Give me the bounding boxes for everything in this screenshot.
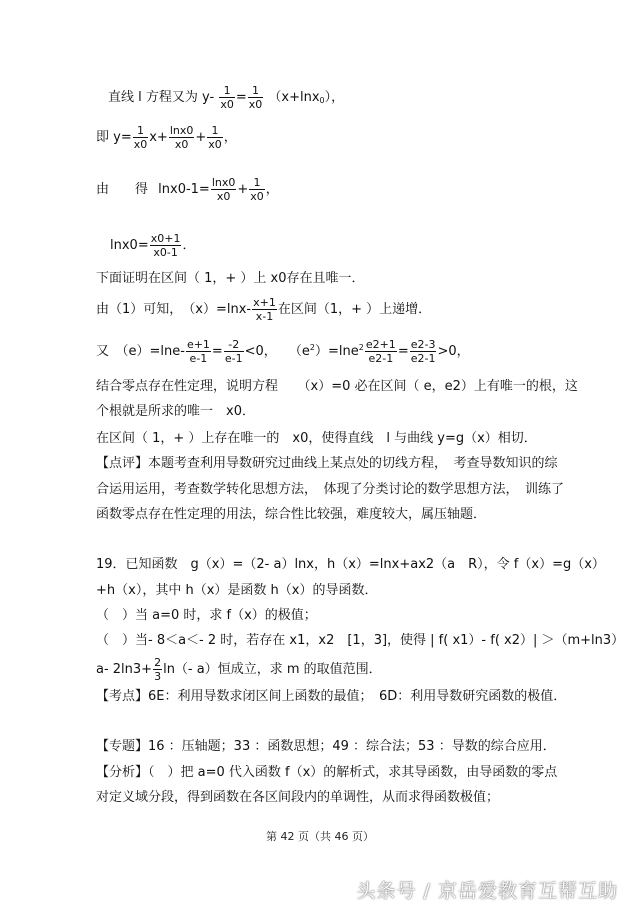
comment-line: 【点评】本题考查利用导数研究过曲线上某点处的切线方程， 考查导数知识的综	[96, 456, 558, 471]
text-line: 下面证明在区间（ 1，+ ）上 x0存在且唯一．	[96, 271, 365, 286]
fraction: $\frac{x+1}{x-1}$	[253, 296, 276, 323]
zhuanti-line: 【专题】16 ：压轴题；33 ：函数思想；49 ：综合法；53 ：导数的综合应用．	[96, 739, 556, 754]
text-line: （ ）当 a=0 时，求 f（x）的极值；	[96, 608, 317, 623]
fraction: $\frac{1}{x0}$	[248, 84, 263, 111]
fraction: $\frac{-2}{e-1}$	[224, 338, 243, 365]
fraction: $\frac{\ln x0}{x0}$	[169, 124, 194, 151]
text-line: （ ）当- 8＜a＜- 2 时，若存在 x1，x2 [1，3]，使得 | f( x1）- f( x2）| ＞（m+ln3）	[96, 633, 625, 648]
comment-line: 函数零点存在性定理的用法，综合性比较强，难度较大，属压轴题．	[96, 507, 487, 522]
fraction: $\frac{1}{x0}$	[133, 124, 148, 151]
watermark: 头条号 / 京岳爱教育互帮互助	[356, 880, 618, 902]
equation-line-from: 由 得 lnx0-1= $\frac{\ln x0}{x0}$ + $\frac{1}{x0}$ ，	[96, 176, 279, 203]
equation-line-values: 又 （e）=lne- $\frac{e+1}{e-1}$ = $\frac{-2}{e-1}$ <0， $(e^2)=\ln e^2$ $\frac{e2+1}{e2-1}$ = $\frac{e2-3}{e2-1}$ >0，	[96, 338, 470, 365]
comment-line: 合运用运用，考查数学转化思想方法， 体现了分类讨论的数学思想方法， 训练了	[96, 482, 565, 497]
text-line: 结合零点存在性定理，说明方程 （x）=0 必在区间（ e，e2）上有唯一的根，这	[96, 379, 578, 394]
fenxi-line: 【分析】（ ）把 a=0 代入函数 f（x）的解析式，求其导函数，由导函数的零点	[96, 765, 558, 780]
fraction: $\frac{e+1}{e-1}$	[186, 338, 210, 365]
fraction: $\frac{x0+1}{x0-1}$	[150, 232, 181, 259]
equation-line-monotone: 由（1）可知， （x）=lnx- $\frac{x+1}{x-1}$ 在区间（1，+ ）上递增．	[96, 296, 432, 323]
page-number: 第 42 页（共 46 页）	[266, 830, 374, 843]
text-line: +h（x），其中 h（x）是函数 h（x）的导函数．	[96, 583, 378, 598]
fenxi-line: 对定义域分段，得到函数在各区间段内的单调性，从而求得函数极值；	[96, 790, 500, 805]
fraction: $\frac{2}{3}$	[154, 656, 162, 683]
fraction: $\frac{\ln x0}{x0}$	[211, 176, 236, 203]
equation-line-lnx0: lnx0= $\frac{x0+1}{x0-1}$ ．	[110, 232, 196, 259]
equation-line-condition: a- 2ln3+ $\frac{2}{3}$ ln（- a）恒成立，求 m 的取值范围．	[96, 656, 382, 683]
text-line: 在区间（ 1，+ ）上存在唯一的 x0，使得直线 l 与曲线 y=g（x）相切．	[96, 431, 537, 446]
fraction: $\frac{1}{x0}$	[220, 84, 234, 111]
fraction: $\frac{e2+1}{e2-1}$	[365, 338, 396, 365]
fraction: $\frac{1}{x0}$	[208, 124, 222, 151]
equation-line-y: 即 y= $\frac{1}{x0}$ x+ $\frac{\ln x0}{x0}$ + $\frac{1}{x0}$ ，	[96, 124, 237, 151]
fraction: $\frac{e2-3}{e2-1}$	[410, 338, 436, 365]
kaodian-line: 【考点】6E：利用导数求闭区间上函数的最值； 6D：利用导数研究函数的极值．	[96, 689, 567, 704]
fraction: $\frac{1}{x0}$	[250, 176, 264, 203]
problem-19-title: 19．已知函数 g（x）=（2- a）lnx，h（x）=lnx+ax2（a R），令 f（x）=g（x）	[96, 557, 605, 572]
text-line: 个根就是所求的唯一 x0．	[96, 404, 255, 419]
equation-line-tangent: 直线 l 方程又为 y- $\frac{1}{x0}$ = $\frac{1}{x0}$ （x+lnx$_0$），	[108, 84, 345, 111]
